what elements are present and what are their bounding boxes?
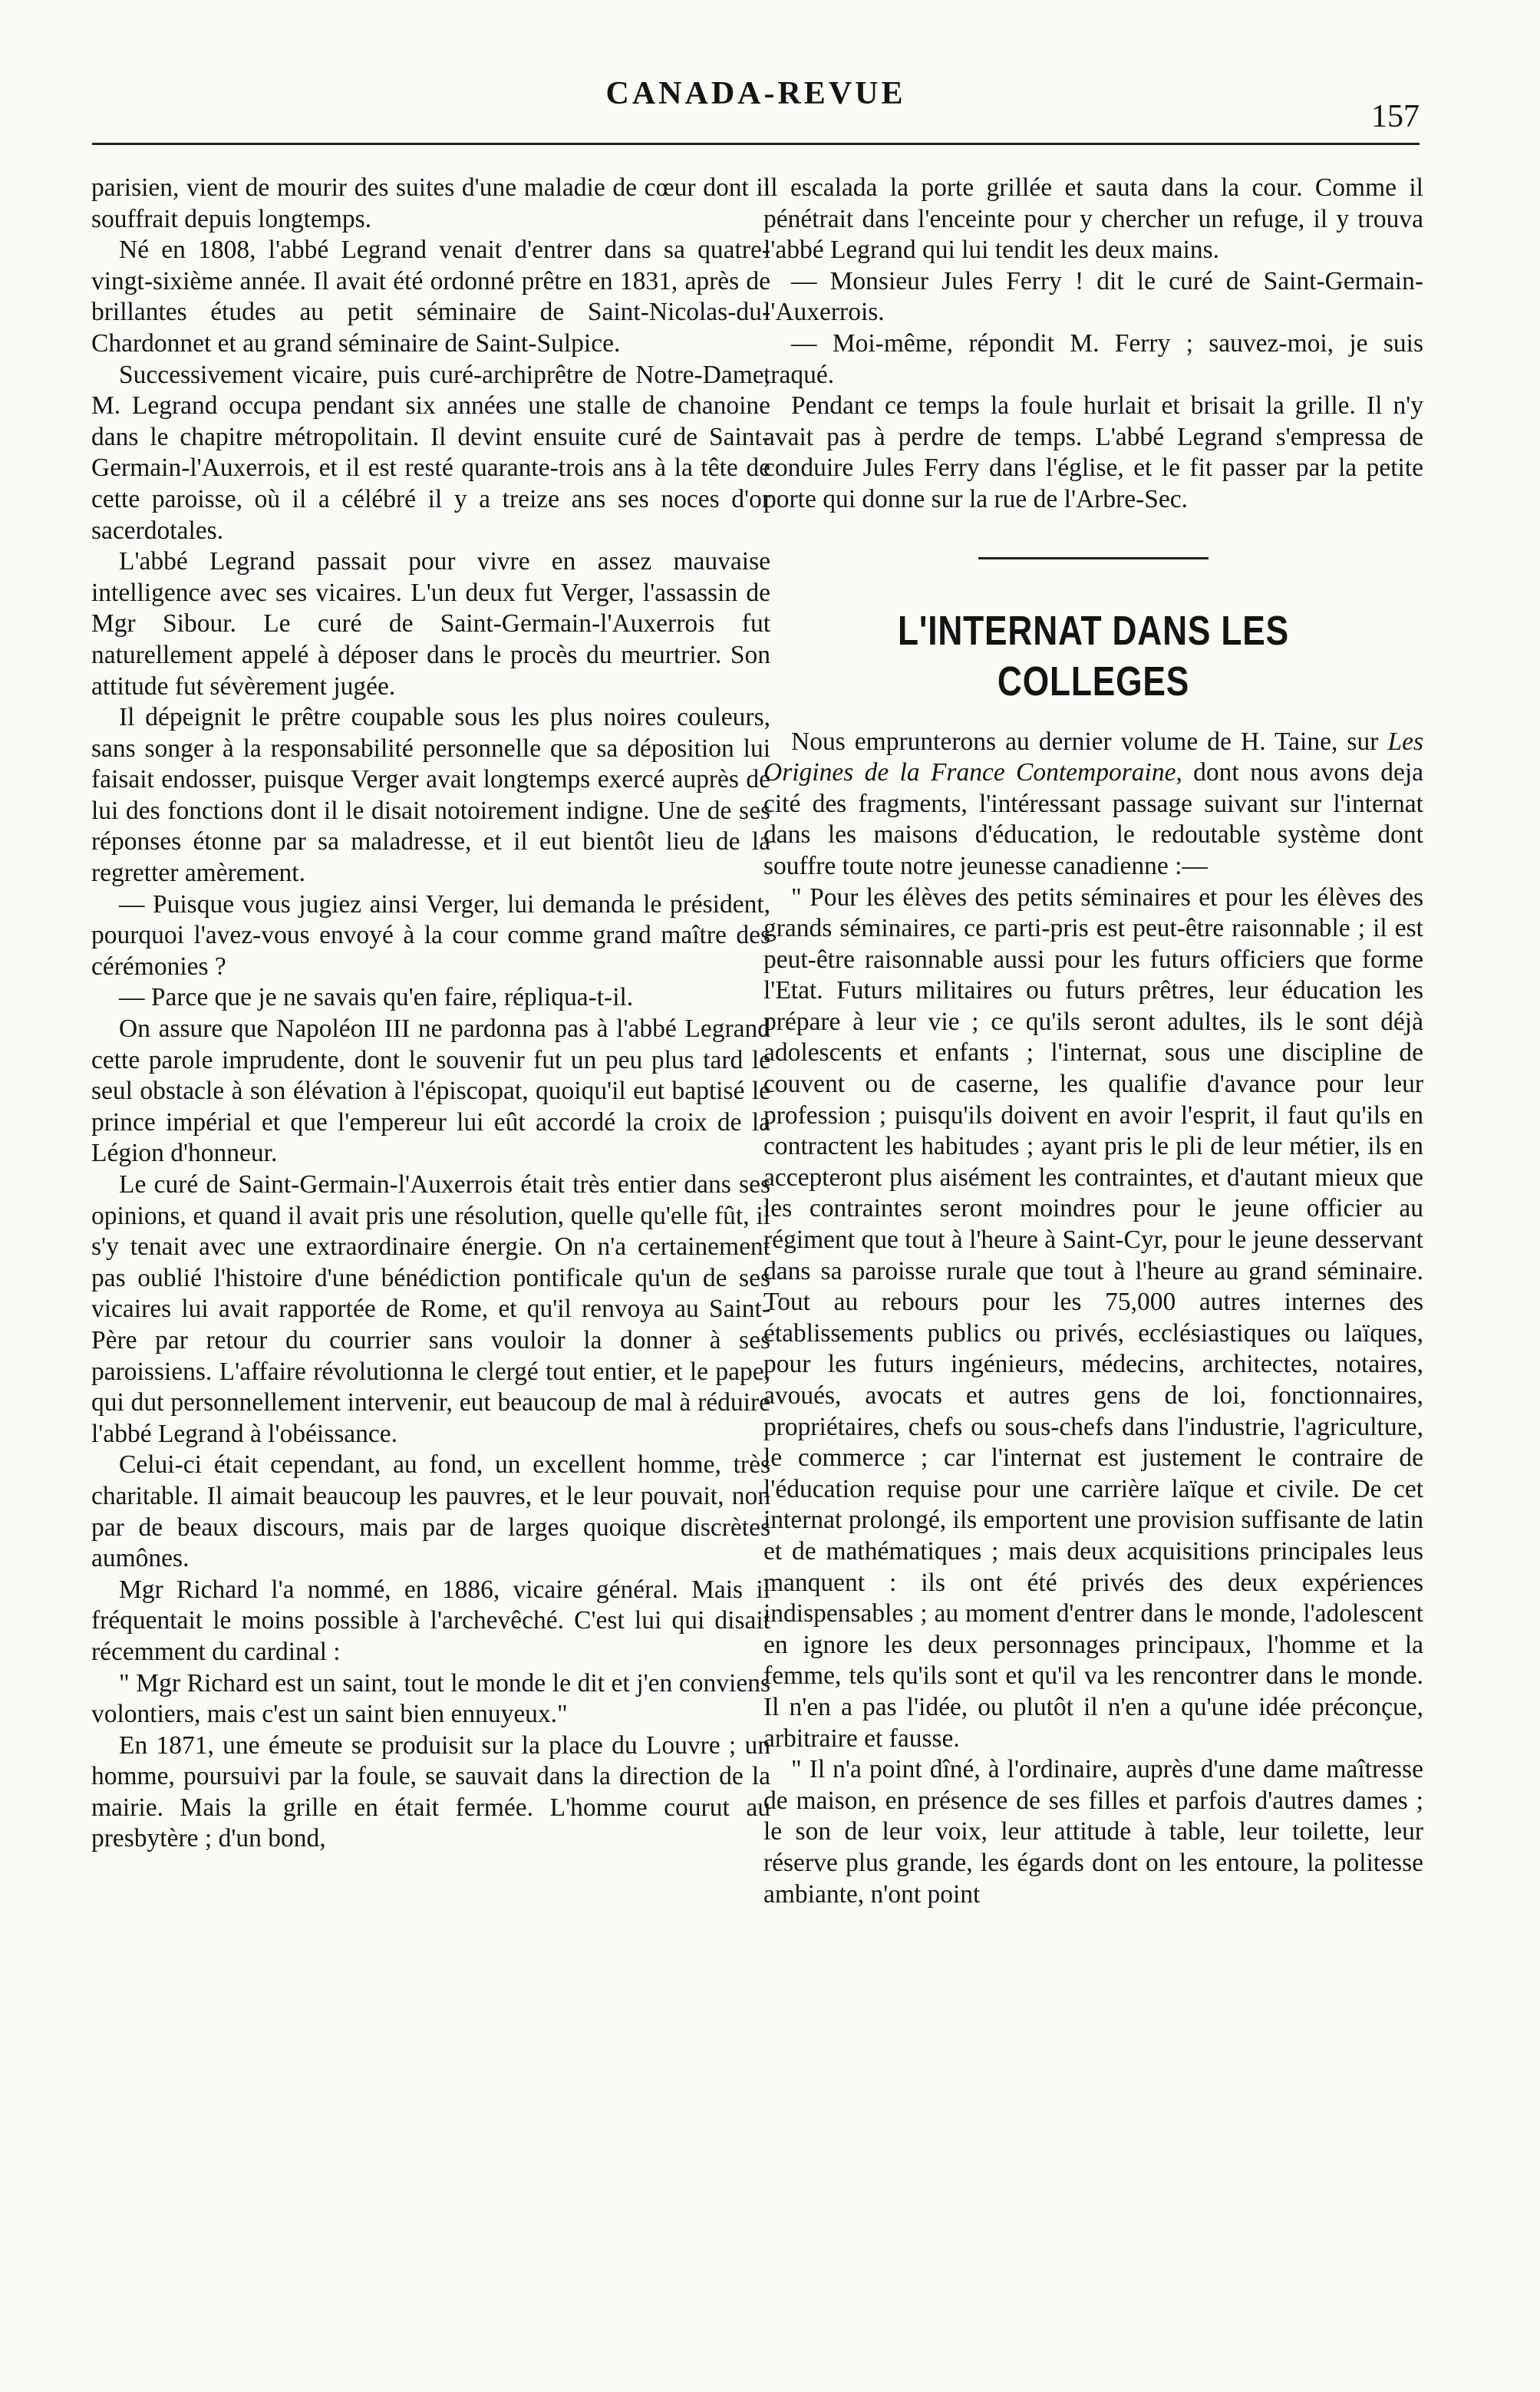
page-header xyxy=(92,68,1420,144)
paragraph: — Puisque vous jugiez ainsi Verger, lui demanda le président, pourquoi l'avez-vous envoyé à la cour comme grand maître des cérémonies ? xyxy=(91,889,770,981)
book-title: Les Origines de la France Contemporaine xyxy=(763,727,1423,787)
paragraph: — Parce que je ne savais qu'en faire, répliqua-t-il. xyxy=(119,983,634,1012)
intro-text-continued: , dont nous avons deja cité des fragments, l'intéressant passage suivant sur l'internat dans les maisons d'éducation, le redoutable système dont souffre toute notre jeunesse canadienne :— xyxy=(763,758,1424,880)
intro-text: Nous emprunterons au dernier volume de H. Taine, sur xyxy=(791,727,1388,756)
paragraph: il escalada la porte grillée et sauta dans la cour. Comme il pénétrait dans l'enceinte pour y chercher un refuge, il y trouva l'abbé Legrand qui lui tendit les deux mains. xyxy=(763,173,1423,265)
paragraph: Né en 1808, l'abbé Legrand venait d'entrer dans sa quatre-vingt-sixième année. Il avait été ordonné prêtre en 1831, après de brillantes études au petit séminaire de Saint-Nicolas-du-Chardonnet et au grand séminaire de Saint-Sulpice. xyxy=(91,236,770,358)
running-title: CANADA-REVUE xyxy=(605,76,906,111)
paragraph: Pendant ce temps la foule hurlait et brisait la grille. Il n'y avait pas à perdre de temps. L'abbé Legrand s'empressa de conduire Jules Ferry dans l'église, et le fit passer par la petite porte qui donne sur la rue de l'Arbre-Sec. xyxy=(763,391,1423,513)
paragraph: — Moi-même, répondit M. Ferry ; sauvez-moi, je suis traqué. xyxy=(763,328,1423,389)
header-rule xyxy=(92,143,1420,145)
paragraph: Celui-ci était cependant, au fond, un excellent homme, très charitable. Il aimait beaucoup les pauvres, et le leur pouvait, non par de beaux discours, mais par de larges quoique discrètes aumônes. xyxy=(91,1450,770,1573)
right-column xyxy=(763,173,1423,1910)
paragraph: " Il n'a point dîné, à l'ordinaire, auprès d'une dame maîtresse de maison, en présence de ses filles et parfois d'autres dames ; le son de leur voix, leur attitude à table, leur toilette, leur réserve plus grande, les égards dont on les entoure, la politesse ambiante, n'ont point xyxy=(763,1755,1423,1909)
paragraph xyxy=(763,727,1423,883)
page-number: 157 xyxy=(1371,99,1420,134)
paragraph: — Monsieur Jules Ferry ! dit le curé de Saint-Germain-l'Auxerrois. xyxy=(763,266,1423,327)
paragraph: Le curé de Saint-Germain-l'Auxerrois était très entier dans ses opinions, et quand il avait pris une résolution, quelle qu'elle fût, il s'y tenait avec une extraordinaire énergie. On n'a certainement pas oublié l'histoire d'une bénédiction pontificale qu'un de ses vicaires lui avait rapportée de Rome, et qu'il renvoya au Saint-Père par retour du courrier sans vouloir la donner à ses paroissiens. L'affaire révolutionna le clergé tout entier, et le pape, qui dut personnellement intervenir, eut beaucoup de mal à réduire l'abbé Legrand à l'obéissance. xyxy=(91,1170,770,1448)
paragraph: " Mgr Richard est un saint, tout le monde le dit et j'en conviens volontiers, mais c'est un saint bien ennuyeux." xyxy=(91,1668,770,1729)
left-column xyxy=(91,173,770,1855)
paragraph: " Pour les élèves des petits séminaires et pour les élèves des grands séminaires, ce parti-pris est peut-être raisonnable ; il est peut-être raisonnable aussi pour les futurs officiers que forme l'Etat. Futurs militaires ou futurs prêtres, leur éducation les prépare à leur vie ; ce qu'ils seront adultes, ils le sont déjà adolescents et enfants ; l'internat, sous une discipline de couvent ou de caserne, les qualifie d'avance pour leur profession ; puisqu'ils doivent en avoir l'esprit, il faut qu'ils en contractent les habitudes ; ayant pris le pli de leur métier, ils en accepteront plus aisément les contraintes, et d'autant mieux que les contraintes seront moindres pour le jeune officier au régiment que tout à l'heure à Saint-Cyr, pour le jeune desservant dans sa paroisse rurale que tout à l'heure au grand séminaire. Tout au rebours pour les 75,000 autres internes des établissements publics ou privés, ecclésiastiques ou laïques, pour les futurs ingénieurs, médecins, architectes, notaires, avoués, avocats et autres gens de loi, fonctionnaires, propriétaires, chefs ou sous-chefs dans l'industrie, l'agriculture, le commerce ; car l'internat est justement le contraire de l'éducation requise pour une carrière laïque et civile. De cet internat prolongé, ils emportent une provision suffisante de latin et de mathématiques ; mais deux acquisitions principales leus manquent : ils ont été privés des deux expériences indispensables ; au moment d'entrer dans le monde, l'adolescent en ignore les deux personnages principaux, l'homme et la femme, tels qu'ils sont et qu'il va les rencontrer dans le monde. Il n'en a pas l'idée, ou plutôt il n'en a qu'une idée préconçue, arbitraire et fausse. xyxy=(763,883,1423,1753)
section-divider xyxy=(978,557,1209,559)
paragraph: Successivement vicaire, puis curé-archiprêtre de Notre-Dame, M. Legrand occupa pendant six années une stalle de chanoine dans le chapitre métropolitain. Il devint ensuite curé de Saint-Germain-l'Auxerrois, et il est resté quarante-trois ans à la tête de cette paroisse, où il a célébré il y a treize ans ses noces d'or sacerdotales. xyxy=(91,360,770,545)
paragraph: parisien, vient de mourir des suites d'une maladie de cœur dont il souffrait depuis longtemps. xyxy=(91,173,770,233)
paragraph: L'abbé Legrand passait pour vivre en assez mauvaise intelligence avec ses vicaires. L'un deux fut Verger, l'assassin de Mgr Sibour. Le curé de Saint-Germain-l'Auxerrois fut naturellement appelé à déposer dans le procès du meurtrier. Son attitude fut sévèrement jugée. xyxy=(91,547,770,701)
paragraph: On assure que Napoléon III ne pardonna pas à l'abbé Legrand cette parole imprudente, dont le souvenir fut un peu plus tard le seul obstacle à son élévation à l'épiscopat, quoiqu'il eut baptisé le prince impérial et que l'empereur lui eût accordé la croix de la Légion d'honneur. xyxy=(91,1015,770,1168)
paragraph: Mgr Richard l'a nommé, en 1886, vicaire général. Mais il fréquentait le moins possible à l'archevêché. C'est lui qui disait récemment du cardinal : xyxy=(91,1575,770,1666)
section-title: L'INTERNAT DANS LES COLLEGES xyxy=(898,607,1289,704)
paragraph: Il dépeignit le prêtre coupable sous les plus noires couleurs, sans songer à la responsabilité personnelle que sa déposition lui faisait endosser, puisque Verger avait longtemps exercé auprès de lui des fonctions dont il le disait notoirement indigne. Une de ses réponses étonne par sa maladresse, et il eut bientôt lieu de la regretter amèrement. xyxy=(91,703,770,888)
paragraph: En 1871, une émeute se produisit sur la place du Louvre ; un homme, poursuivi par la foule, se sauvait dans la direction de la mairie. Mais la grille en était fermée. L'homme courut au presbytère ; d'un bond, xyxy=(91,1730,770,1853)
